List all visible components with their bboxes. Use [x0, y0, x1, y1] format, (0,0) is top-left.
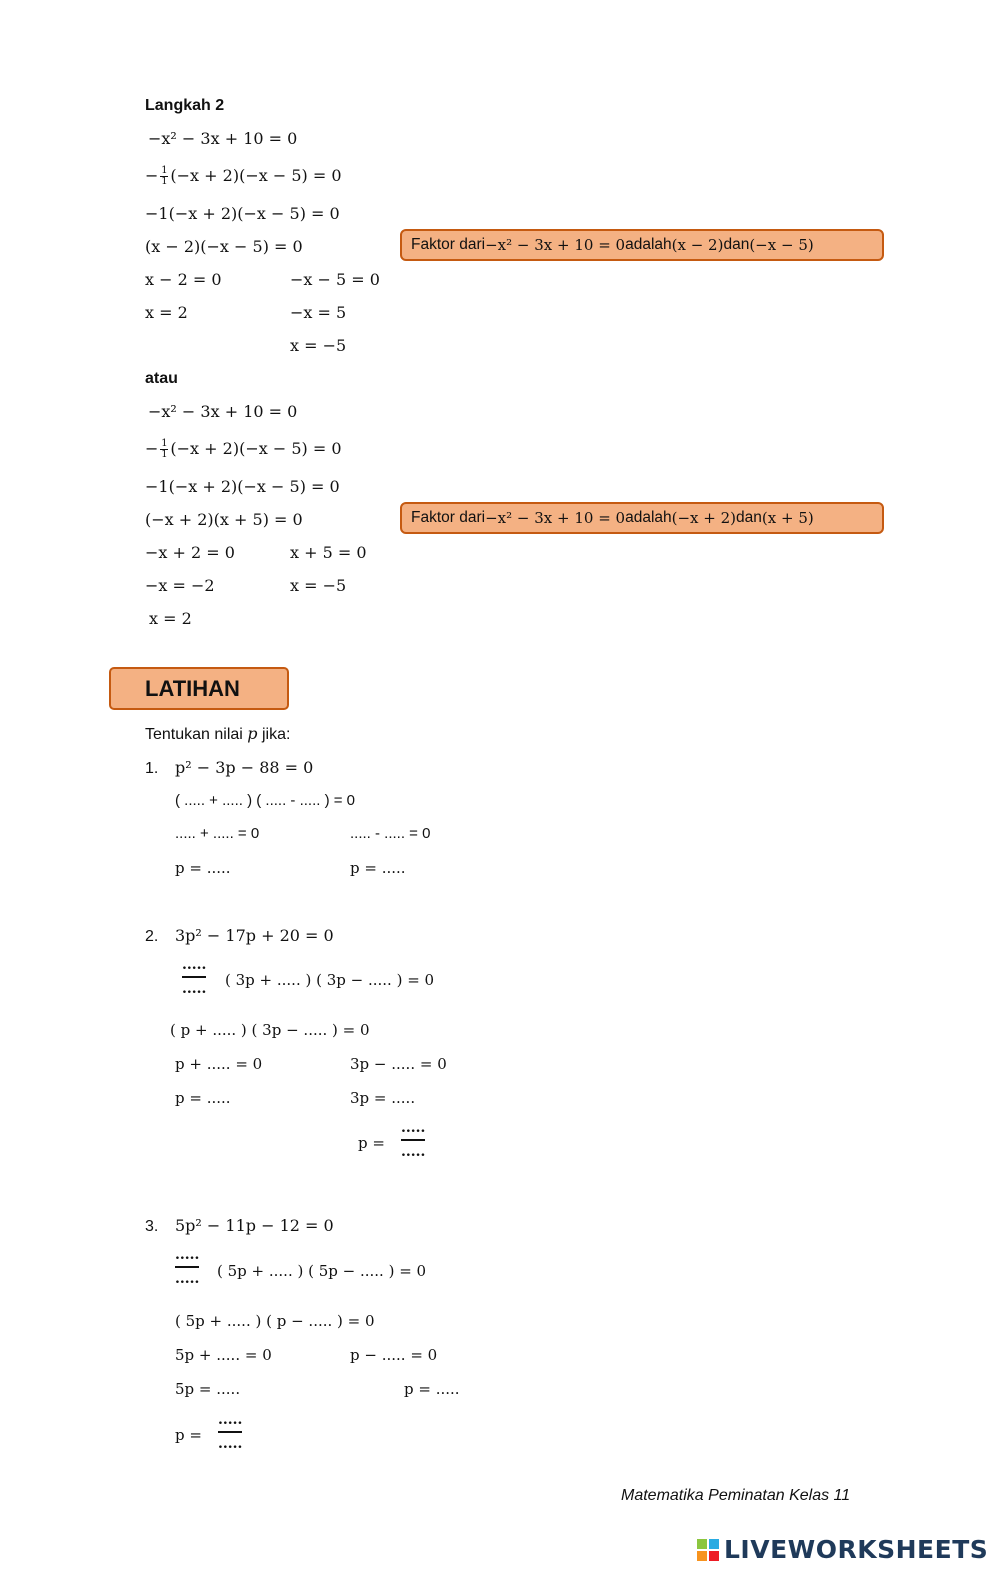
- equation-line: (x − 2)(−x − 5) = 0: [145, 237, 303, 256]
- fraction: $\frac{1}{1}$: [161, 438, 168, 460]
- equation-line: (−x + 2)(x + 5) = 0: [145, 510, 303, 529]
- answer-label: p =: [358, 1134, 385, 1152]
- blank-line[interactable]: ( ..... + ..... ) ( ..... - ..... ) = 0: [175, 792, 356, 809]
- blank-line[interactable]: ..... + ..... = 0: [175, 825, 260, 842]
- equation-line: −x + 2 = 0: [145, 543, 235, 562]
- equation-line: −x² − 3x + 10 = 0: [148, 129, 298, 148]
- equation-line: − $\frac{1}{1}$ (−x + 2)(−x − 5) = 0: [145, 165, 342, 187]
- blank-fraction[interactable]: ..... .....: [182, 957, 207, 997]
- question-number: 2.: [145, 928, 159, 945]
- blank-line[interactable]: p = .....: [350, 859, 406, 877]
- equation-line: −x = 5: [290, 303, 347, 322]
- equation-line: x + 5 = 0: [290, 543, 367, 562]
- latihan-title: LATIHAN: [109, 667, 289, 710]
- footer-text: Matematika Peminatan Kelas 11: [621, 1487, 851, 1504]
- equation-line: −x − 5 = 0: [290, 270, 380, 289]
- blank-line[interactable]: ( 5p + ..... ) ( 5p − ..... ) = 0: [217, 1262, 427, 1280]
- blank-line[interactable]: p + ..... = 0: [175, 1055, 263, 1073]
- blank-fraction[interactable]: ..... .....: [401, 1120, 426, 1160]
- blank-line[interactable]: ( 5p + ..... ) ( p − ..... ) = 0: [175, 1312, 375, 1330]
- blank-line[interactable]: 3p = .....: [350, 1089, 416, 1107]
- question-number: 3.: [145, 1218, 159, 1235]
- blank-line[interactable]: p = .....: [404, 1380, 460, 1398]
- equation-line: x = −5: [290, 576, 347, 595]
- step-heading: Langkah 2: [145, 97, 225, 114]
- equation-line: −1(−x + 2)(−x − 5) = 0: [145, 204, 340, 223]
- blank-line[interactable]: ( 3p + ..... ) ( 3p − ..... ) = 0: [225, 971, 435, 989]
- blank-line[interactable]: ( p + ..... ) ( 3p − ..... ) = 0: [170, 1021, 370, 1039]
- equation-line: x − 2 = 0: [145, 270, 222, 289]
- blank-line[interactable]: 3p − ..... = 0: [350, 1055, 447, 1073]
- equation-line: −x = −2: [145, 576, 215, 595]
- equation-line: x = 2: [145, 303, 188, 322]
- equation-line: − $\frac{1}{1}$ (−x + 2)(−x − 5) = 0: [145, 438, 342, 460]
- blank-line[interactable]: p = .....: [175, 859, 231, 877]
- blank-line[interactable]: ..... - ..... = 0: [350, 825, 431, 842]
- blank-line[interactable]: 5p = .....: [175, 1380, 241, 1398]
- answer-label: p =: [175, 1426, 202, 1444]
- brand-name: LIVEWORKSHEETS: [724, 1535, 989, 1564]
- instruction: Tentukan nilai p jika:: [145, 724, 291, 743]
- fraction: $\frac{1}{1}$: [161, 165, 168, 187]
- question-number: 1.: [145, 760, 159, 777]
- blank-line[interactable]: p = .....: [175, 1089, 231, 1107]
- factor-callout: Faktor dari −x² − 3x + 10 = 0 adalah (x − 2) dan (−x − 5): [400, 229, 884, 261]
- blank-line[interactable]: 5p + ..... = 0: [175, 1346, 272, 1364]
- question-equation: p² − 3p − 88 = 0: [175, 758, 314, 777]
- alt-heading: atau: [145, 370, 178, 387]
- equation-line: x = −5: [290, 336, 347, 355]
- blank-fraction[interactable]: ..... .....: [175, 1247, 200, 1287]
- blank-line[interactable]: p − ..... = 0: [350, 1346, 438, 1364]
- factor-callout: Faktor dari −x² − 3x + 10 = 0 adalah (−x + 2) dan (x + 5): [400, 502, 884, 534]
- question-equation: 5p² − 11p − 12 = 0: [175, 1216, 334, 1235]
- equation-line: −x² − 3x + 10 = 0: [148, 402, 298, 421]
- question-equation: 3p² − 17p + 20 = 0: [175, 926, 334, 945]
- liveworksheets-logo-icon: [696, 1538, 720, 1562]
- liveworksheets-brand[interactable]: [696, 1535, 988, 1564]
- blank-fraction[interactable]: ..... .....: [218, 1412, 243, 1452]
- equation-line: x = 2: [149, 609, 192, 628]
- equation-line: −1(−x + 2)(−x − 5) = 0: [145, 477, 340, 496]
